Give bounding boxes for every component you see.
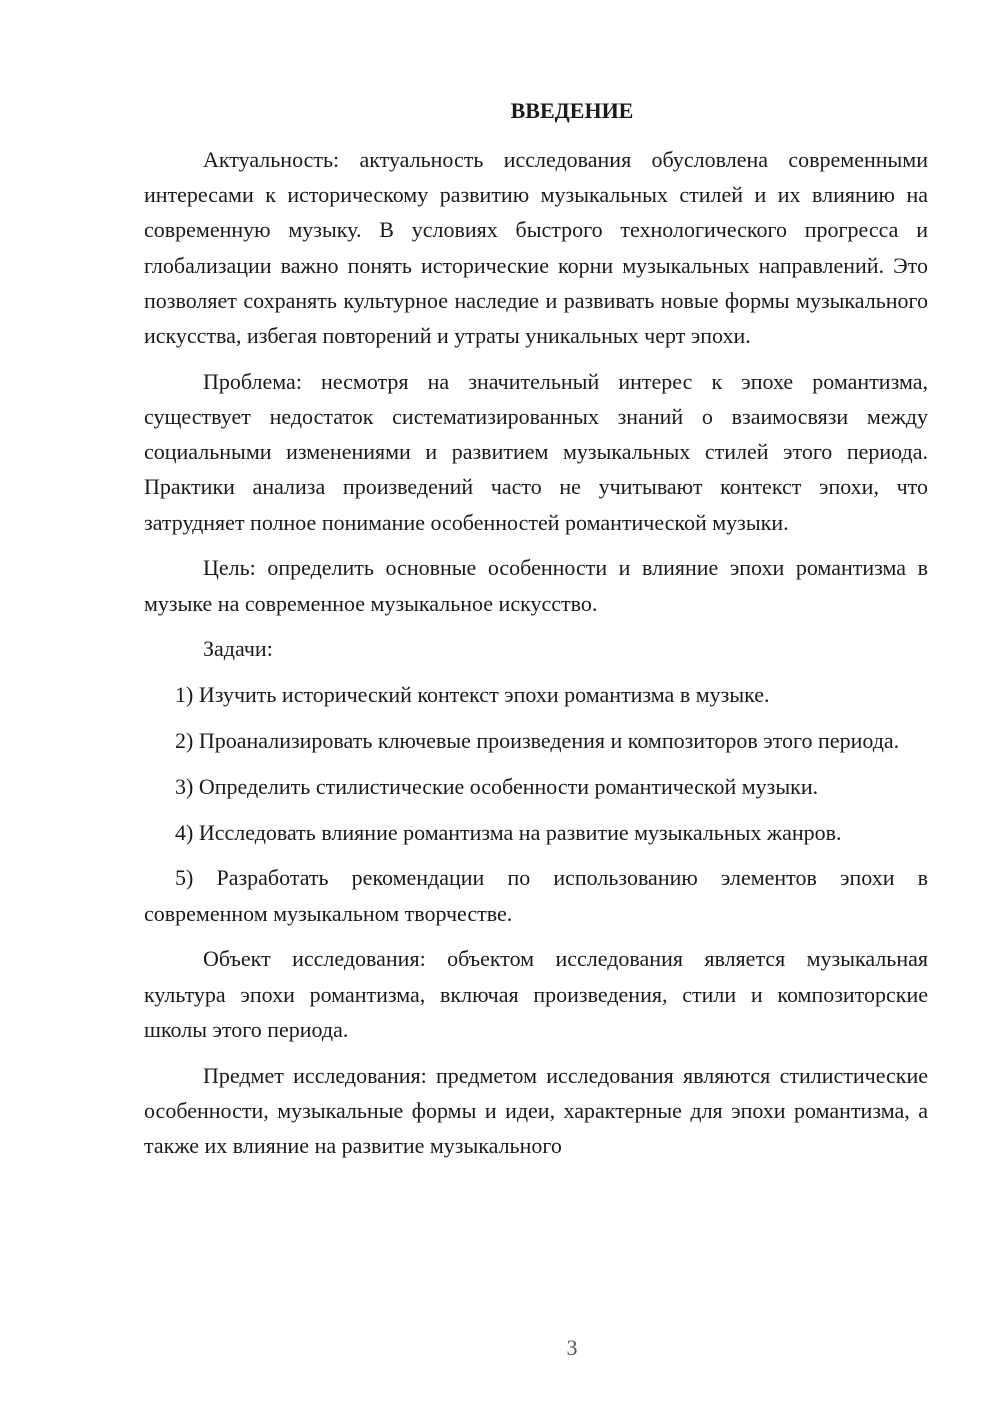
- paragraph-problem: Проблема: несмотря на значительный интерес к эпохе романтизма, существует недостаток систематизированных знаний о взаимосвязи между социальными изменениями и развитием музыкальных стилей этого периода. Практики анализа произведений часто не учитывают контекст эпохи, что затрудняет полное понимание особенностей романтической музыки.: [144, 368, 928, 535]
- paragraph-subject: Предмет исследования: предметом исследования являются стилистические особенности, музыкальные формы и идеи, характерные для эпохи романтизма, а также их влияние на развитие музыкального: [144, 1062, 928, 1159]
- paragraph-goal: Цель: определить основные особенности и влияние эпохи романтизма в музыке на современное музыкальное искусство.: [144, 555, 928, 616]
- paragraph-tasks-heading: Задачи:: [203, 636, 273, 662]
- list-item: 4) Исследовать влияние романтизма на развитие музыкальных жанров.: [175, 819, 842, 845]
- document-body: [144, 142, 928, 1174]
- document-page: [144, 0, 928, 1414]
- list-item: 2) Проанализировать ключевые произведения и композиторов этого периода.: [175, 728, 900, 754]
- list-item: 3) Определить стилистические особенности романтической музыки.: [175, 773, 819, 799]
- page-title: ВВЕДЕНИЕ: [510, 98, 634, 123]
- page-number: 3: [566, 1335, 578, 1360]
- paragraph-object: Объект исследования: объектом исследования является музыкальная культура эпохи романтизма, включая произведения, стили и композиторские школы этого периода.: [144, 946, 928, 1042]
- paragraph-relevance: Актуальность: актуальность исследования обусловлена современными интересами к историческому развитию музыкальных стилей и их влиянию на современную музыку. В условиях быстрого технологического прогресса и глобализации важно понять исторические корни музыкальных направлений. Это позволяет сохранять культурное наследие и развивать новые формы музыкального искусства, избегая повторений и утраты уникальных черт эпохи.: [144, 147, 928, 349]
- list-item: 5) Разработать рекомендации по использованию элементов эпохи в современном музыкальном творчестве.: [144, 865, 928, 926]
- list-item: 1) Изучить исторический контекст эпохи романтизма в музыке.: [175, 682, 770, 708]
